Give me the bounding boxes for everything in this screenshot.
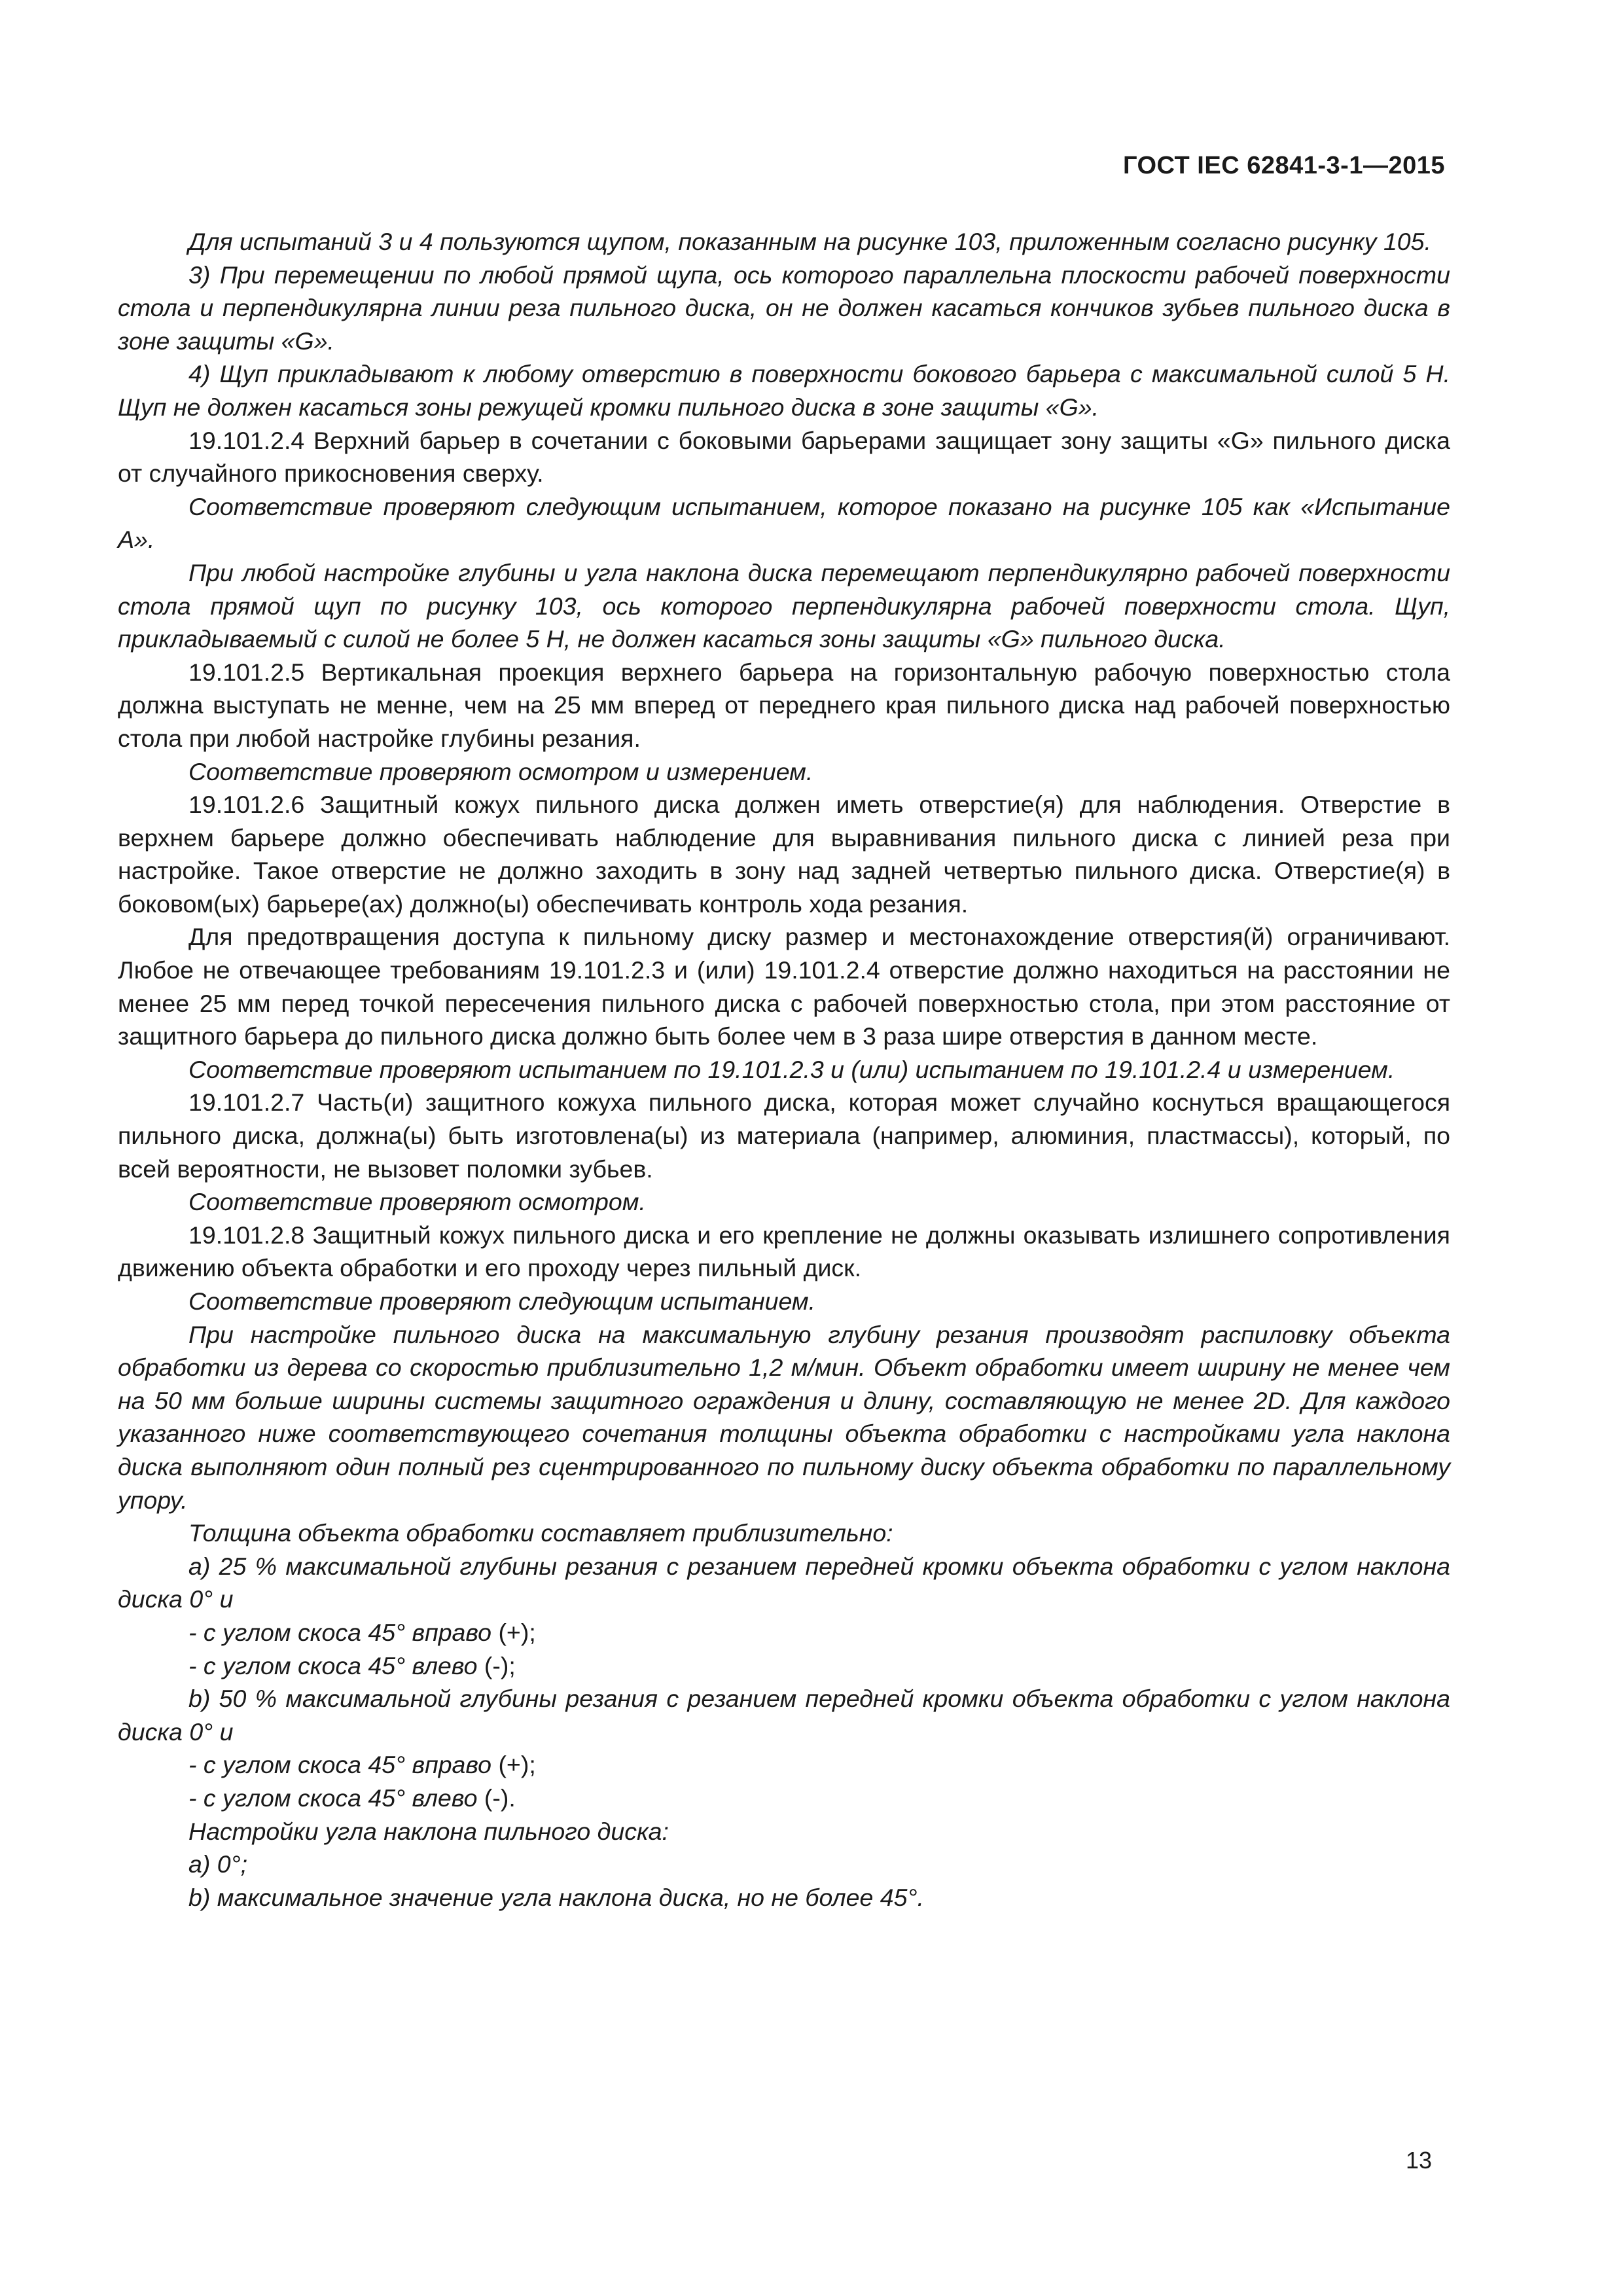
list-item bbox=[118, 1616, 1450, 1649]
document-body bbox=[118, 225, 1450, 1914]
paragraph: 4) Щуп прикладывают к любому отверстию в поверхности бокового барьера с максимальной силой 5 Н. Щуп не должен касаться зоны режущей кромки пильного диска в зоне защиты «G». bbox=[118, 360, 1450, 421]
paragraph: При настройке пильного диска на максимальную глубину резания производят распиловку объекта обработки из дерева со скоростью приблизительно 1,2 м/мин. Объект обработки имеет ширину не менее чем на 50 мм больше ширины системы защитного ограждения и длину, составляющую не менее 2D. Для каждого указанного ниже соответствующего сочетания толщины объекта обработки с настройками угла наклона диска выполняют один полный рез сцентрированного по пильному диску объекта обработки по параллельному упору. bbox=[118, 1320, 1450, 1514]
paragraph: Соответствие проверяют испытанием по 19.101.2.3 и (или) испытанием по 19.101.2.4 и измерением. bbox=[188, 1055, 1395, 1083]
paragraph: При любой настройке глубины и угла наклона диска перемещают перпендикулярно рабочей поверхности стола прямой щуп по рисунку 103, ось которого перпендикулярна рабочей поверхности стола. Щуп, прикладываемый с силой не более 5 Н, не должен касаться зоны защиты «G» пильного диска. bbox=[118, 558, 1450, 653]
clause-19-101-2-5: 19.101.2.5 Вертикальная проекция верхнего барьера на горизонтальную рабочую поверхностью стола должна выступать не менне, чем на 25 мм вперед от переднего края пильного диска над рабочей поверхностью стола при любой настройке глубины резания. bbox=[118, 658, 1450, 752]
list-item-text: - с углом скоса 45° вправо bbox=[188, 1618, 499, 1646]
list-item-text: - с углом скоса 45° вправо bbox=[188, 1751, 499, 1779]
clause-19-101-2-4: 19.101.2.4 Верхний барьер в сочетании с боковыми барьерами защищает зону защиты «G» пильного диска от случайного прикосновения сверху. bbox=[118, 426, 1450, 488]
paragraph: Толщина объекта обработки составляет приблизительно: bbox=[188, 1519, 893, 1547]
list-item-text: - с углом скоса 45° влево bbox=[188, 1784, 484, 1812]
page-number: 13 bbox=[1405, 2147, 1432, 2174]
paragraph: Соответствие проверяют следующим испытанием, которое показано на рисунке 105 как «Испытание А». bbox=[118, 492, 1450, 554]
document-standard-id: ГОСТ IEC 62841-3-1—2015 bbox=[1122, 152, 1445, 179]
list-item: b) максимальное значение угла наклона диска, но не более 45°. bbox=[188, 1883, 924, 1911]
list-item-sign: (-); bbox=[484, 1651, 516, 1679]
list-item: а) 0°; bbox=[188, 1850, 248, 1878]
list-item: а) 25 % максимальной глубины резания с резанием передней кромки объекта обработки с углом наклона диска 0° и bbox=[118, 1552, 1450, 1613]
list-item-sign: (-). bbox=[484, 1784, 516, 1812]
list-item: b) 50 % максимальной глубины резания с резанием передней кромки объекта обработки с углом наклона диска 0° и bbox=[118, 1685, 1450, 1746]
list-item bbox=[118, 1782, 1450, 1815]
list-item-sign: (+); bbox=[498, 1751, 536, 1779]
clause-19-101-2-6: 19.101.2.6 Защитный кожух пильного диска должен иметь отверстие(я) для наблюдения. Отверстие в верхнем барьере должно обеспечивать наблюдение для выравнивания пильного диска с линией реза при настройке. Такое отверстие не должно заходить в зону над задней четвертью пильного диска. Отверстие(я) в боковом(ых) барьере(ах) должно(ы) обеспечивать контроль хода резания. bbox=[118, 791, 1450, 918]
paragraph: Соответствие проверяют следующим испытанием. bbox=[188, 1287, 816, 1315]
paragraph: Соответствие проверяют осмотром и измерением. bbox=[188, 757, 813, 785]
paragraph: 3) При перемещении по любой прямой щупа, ось которого параллельна плоскости рабочей поверхности стола и перпендикулярна линии реза пильного диска, он не должен касаться кончиков зубьев пильного диска в зоне защиты «G». bbox=[118, 260, 1450, 355]
paragraph: Для испытаний 3 и 4 пользуются щупом, показанным на рисунке 103, приложенным согласно рисунку 105. bbox=[188, 228, 1431, 255]
list-item bbox=[118, 1748, 1450, 1782]
paragraph: Для предотвращения доступа к пильному диску размер и местонахождение отверстия(й) ограничивают. Любое не отвечающее требованиям 19.101.2.3 и (или) 19.101.2.4 отверстие должно находиться на расстоянии не менее 25 мм перед точкой пересечения пильного диска с рабочей поверхностью стола, при этом расстояние от защитного барьера до пильного диска должно быть более чем в 3 раза шире отверстия в данном месте. bbox=[118, 923, 1450, 1050]
clause-19-101-2-7: 19.101.2.7 Часть(и) защитного кожуха пильного диска, которая может случайно коснуться вращающегося пильного диска, должна(ы) быть изготовлена(ы) из материала (например, алюминия, пластмассы), который, по всей вероятности, не вызовет поломки зубьев. bbox=[118, 1088, 1450, 1183]
list-item-sign: (+); bbox=[498, 1618, 536, 1646]
list-item-text: - с углом скоса 45° влево bbox=[188, 1651, 484, 1679]
paragraph: Настройки угла наклона пильного диска: bbox=[188, 1817, 669, 1845]
list-item bbox=[118, 1649, 1450, 1683]
paragraph: Соответствие проверяют осмотром. bbox=[188, 1188, 646, 1216]
clause-19-101-2-8: 19.101.2.8 Защитный кожух пильного диска и его крепление не должны оказывать излишнего сопротивления движению объекта обработки и его проходу через пильный диск. bbox=[118, 1221, 1450, 1282]
